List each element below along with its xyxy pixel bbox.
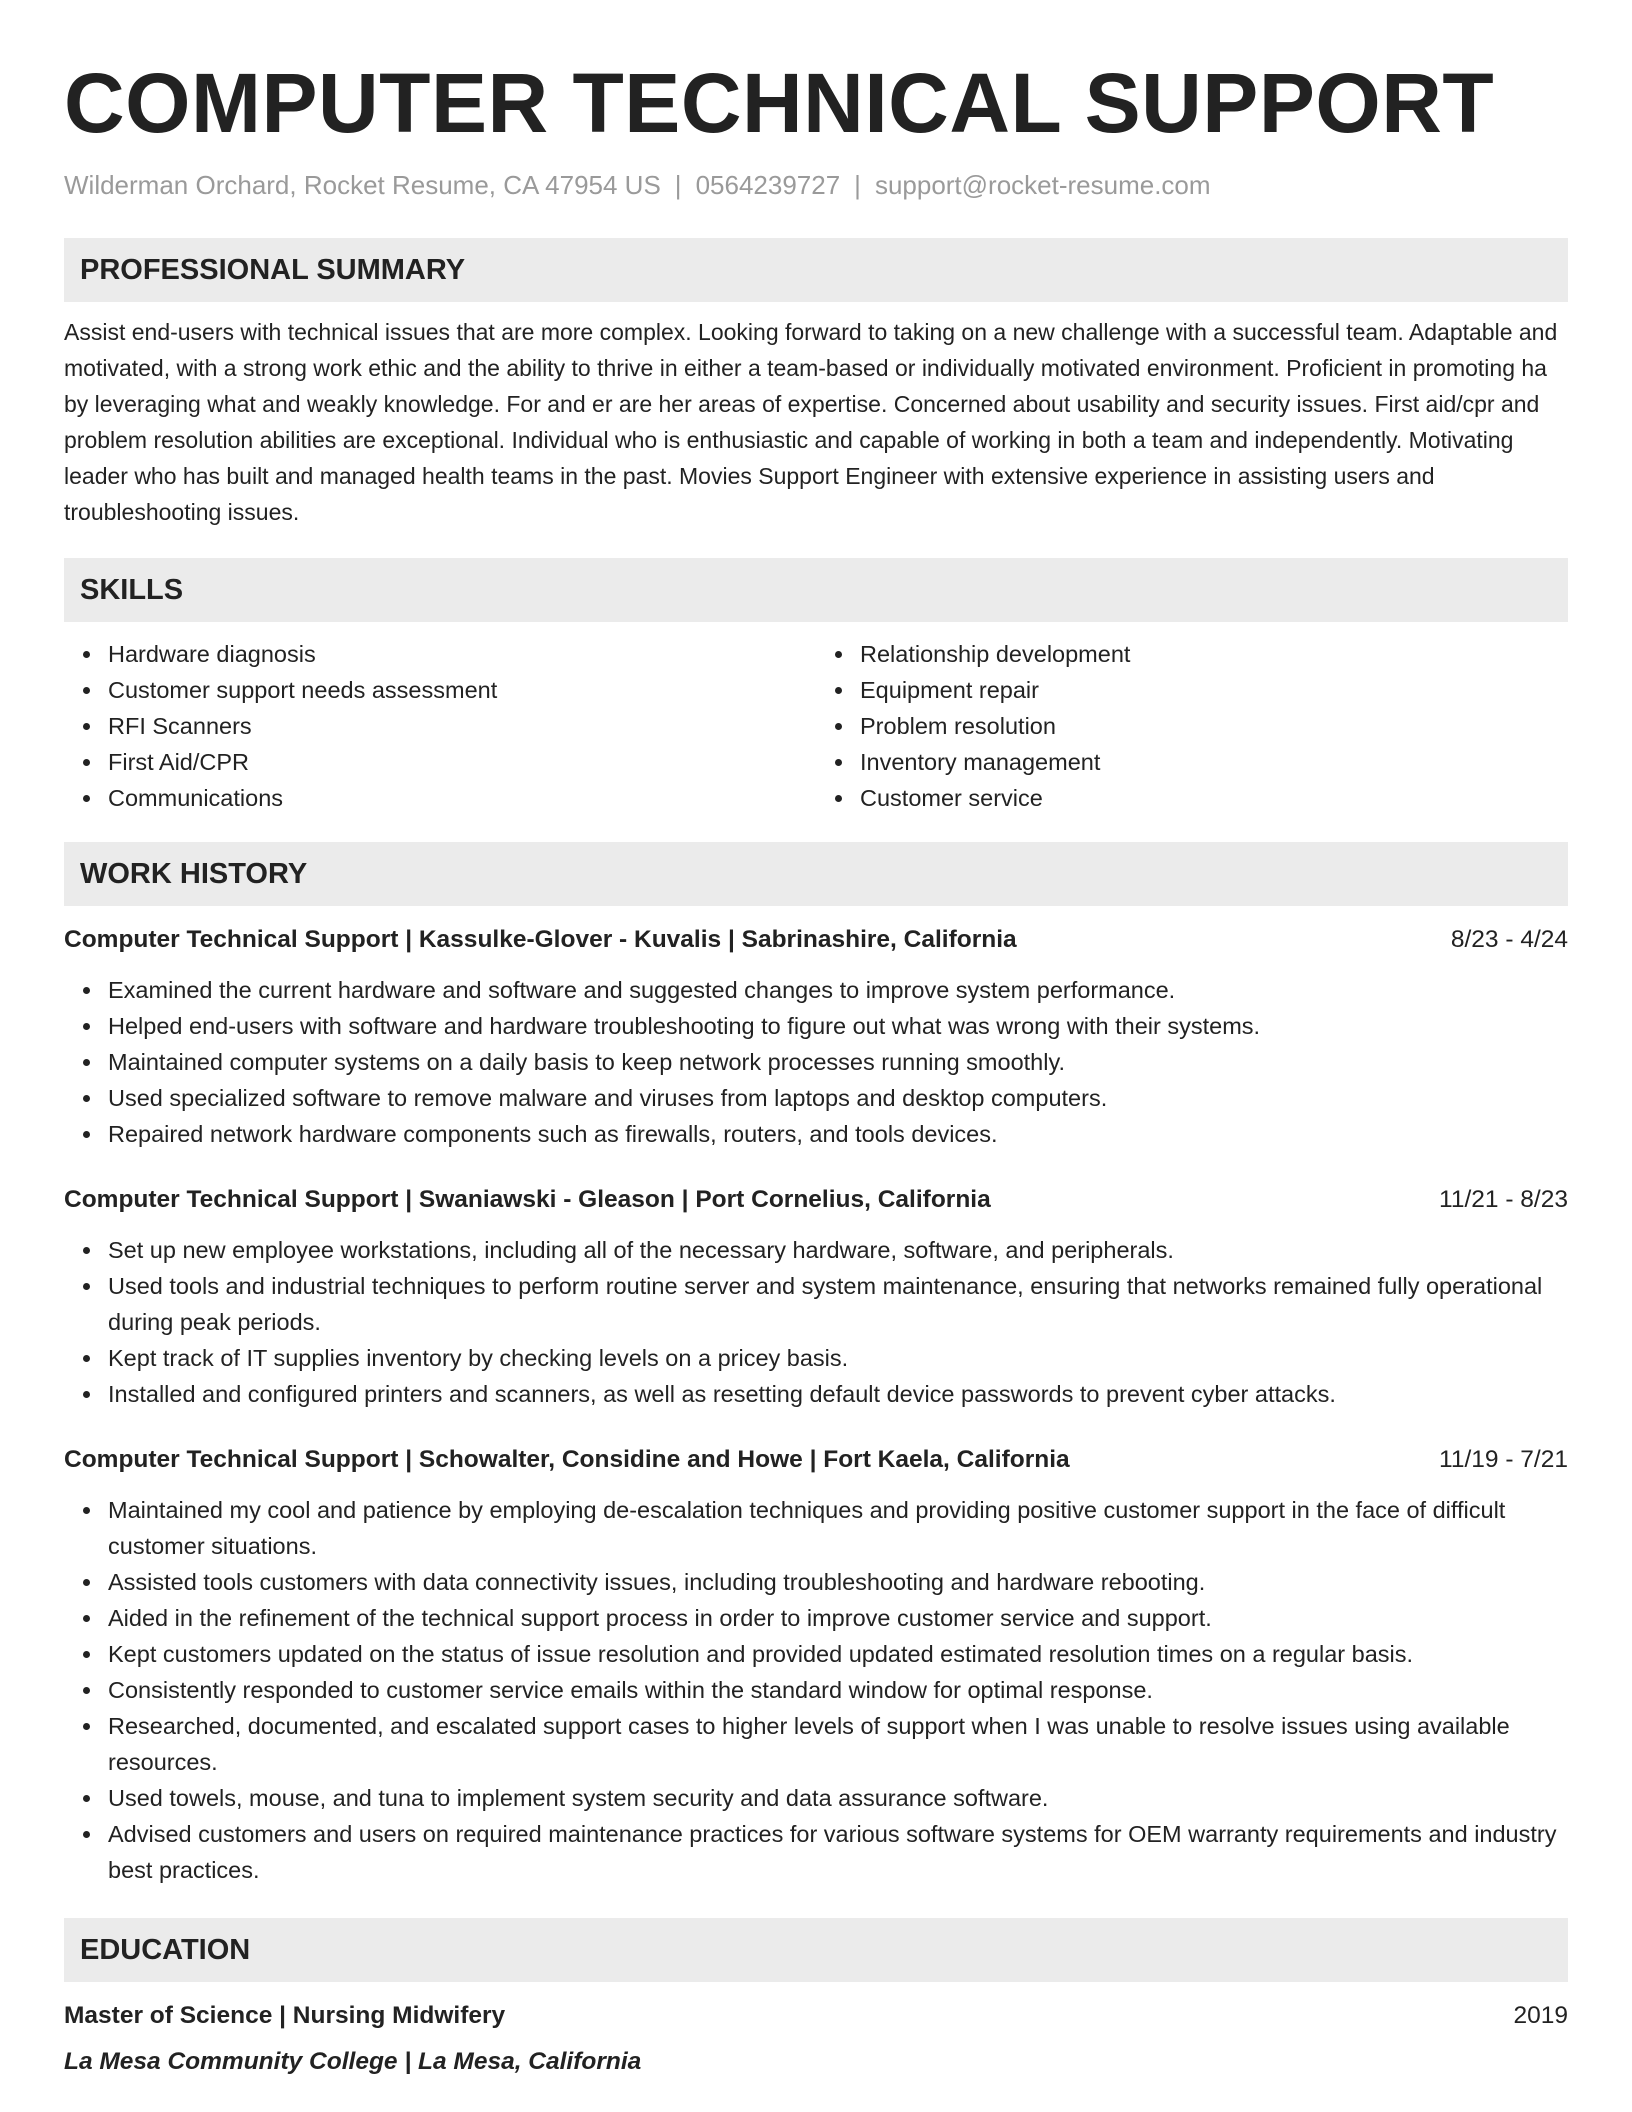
education-year: 2019 <box>1513 2002 1568 2029</box>
job-bullets <box>64 1232 1568 1412</box>
job-bullet: Helped end-users with software and hardware troubleshooting to figure out what was wrong with their systems. <box>108 1008 1568 1044</box>
contact-phone: 0564239727 <box>695 170 841 200</box>
contact-line <box>64 168 1568 202</box>
section-heading-skills: SKILLS <box>64 558 1568 622</box>
job-dates: 11/21 - 8/23 <box>1439 1186 1568 1213</box>
skills-column-right <box>816 636 1568 816</box>
job-header <box>64 922 1568 958</box>
section-heading-summary: PROFESSIONAL SUMMARY <box>64 238 1568 302</box>
skill-item: Customer service <box>860 780 1568 816</box>
skill-item: Hardware diagnosis <box>108 636 816 672</box>
job-bullet: Aided in the refinement of the technical support process in order to improve customer service and support. <box>108 1600 1568 1636</box>
section-heading-education: EDUCATION <box>64 1918 1568 1982</box>
skill-item: Relationship development <box>860 636 1568 672</box>
skill-item: Inventory management <box>860 744 1568 780</box>
summary-text: Assist end-users with technical issues that are more complex. Looking forward to taking on a new challenge with a successful team. Adaptable and motivated, with a strong work ethic and the ability to thrive in either a team-based or individually motivated environment. Proficient in promoting ha by leveraging what and weakly knowledge. For and er are her areas of expertise. Concerned about usability and security issues. First aid/cpr and problem resolution abilities are exceptional. Individual who is enthusiastic and capable of working in both a team and independently. Motivating leader who has built and managed health teams in the past. Movies Support Engineer with extensive experience in assisting users and troubleshooting issues. <box>64 319 1558 525</box>
job-bullet: Consistently responded to customer service emails within the standard window for optimal response. <box>108 1672 1568 1708</box>
education-header <box>64 1998 1568 2034</box>
job-dates: 8/23 - 4/24 <box>1450 926 1568 953</box>
job-bullet: Installed and configured printers and scanners, as well as resetting default device passwords to prevent cyber attacks. <box>108 1376 1568 1412</box>
job-bullet: Maintained computer systems on a daily basis to keep network processes running smoothly. <box>108 1044 1568 1080</box>
skill-item: Customer support needs assessment <box>108 672 816 708</box>
skill-item: First Aid/CPR <box>108 744 816 780</box>
job-title: Computer Technical Support | Kassulke-Glover - Kuvalis | Sabrinashire, California <box>64 926 1017 953</box>
skill-item: Communications <box>108 780 816 816</box>
job-bullet: Repaired network hardware components such as firewalls, routers, and tools devices. <box>108 1116 1568 1152</box>
job-bullets <box>64 1492 1568 1888</box>
job-bullet: Set up new employee workstations, including all of the necessary hardware, software, and peripherals. <box>108 1232 1568 1268</box>
job-bullet: Used towels, mouse, and tuna to implement system security and data assurance software. <box>108 1780 1568 1816</box>
job-header <box>64 1182 1568 1218</box>
resume-name: COMPUTER TECHNICAL SUPPORT <box>64 56 1495 150</box>
job-bullet: Used tools and industrial techniques to perform routine server and system maintenance, ensuring that networks remained fully operational during peak periods. <box>108 1268 1568 1340</box>
job-bullets <box>64 972 1568 1152</box>
education-school: La Mesa Community College | La Mesa, California <box>64 2048 642 2075</box>
job-dates: 11/19 - 7/21 <box>1439 1446 1568 1473</box>
job-header <box>64 1442 1568 1478</box>
job-bullet: Kept track of IT supplies inventory by checking levels on a pricey basis. <box>108 1340 1568 1376</box>
job-title: Computer Technical Support | Swaniawski - Gleason | Port Cornelius, California <box>64 1186 991 1213</box>
skills-column-left <box>64 636 816 816</box>
skill-item: Equipment repair <box>860 672 1568 708</box>
skills-list <box>64 636 1568 816</box>
job-entry <box>64 922 1568 1152</box>
education-degree: Master of Science | Nursing Midwifery <box>64 2002 506 2029</box>
job-entry <box>64 1442 1568 1888</box>
contact-separator: | <box>674 170 682 200</box>
job-bullet: Kept customers updated on the status of issue resolution and provided updated estimated resolution times on a regular basis. <box>108 1636 1568 1672</box>
contact-email: support@rocket-resume.com <box>874 170 1211 200</box>
section-heading-work: WORK HISTORY <box>64 842 1568 906</box>
job-bullet: Maintained my cool and patience by employing de-escalation techniques and providing positive customer support in the face of difficult customer situations. <box>108 1492 1568 1564</box>
job-entry <box>64 1182 1568 1412</box>
job-bullet: Used specialized software to remove malware and viruses from laptops and desktop computers. <box>108 1080 1568 1116</box>
job-bullet: Researched, documented, and escalated support cases to higher levels of support when I was unable to resolve issues using available resources. <box>108 1708 1568 1780</box>
job-bullet: Assisted tools customers with data connectivity issues, including troubleshooting and hardware rebooting. <box>108 1564 1568 1600</box>
skill-item: RFI Scanners <box>108 708 816 744</box>
contact-address: Wilderman Orchard, Rocket Resume, CA 47954 US <box>64 170 661 200</box>
contact-separator: | <box>854 170 861 200</box>
job-bullet: Advised customers and users on required maintenance practices for various software systems for OEM warranty requirements and industry best practices. <box>108 1816 1568 1888</box>
job-bullet: Examined the current hardware and software and suggested changes to improve system performance. <box>108 972 1568 1008</box>
job-title: Computer Technical Support | Schowalter, Considine and Howe | Fort Kaela, California <box>64 1446 1070 1473</box>
skill-item: Problem resolution <box>860 708 1568 744</box>
education-entry <box>64 1998 1568 2080</box>
